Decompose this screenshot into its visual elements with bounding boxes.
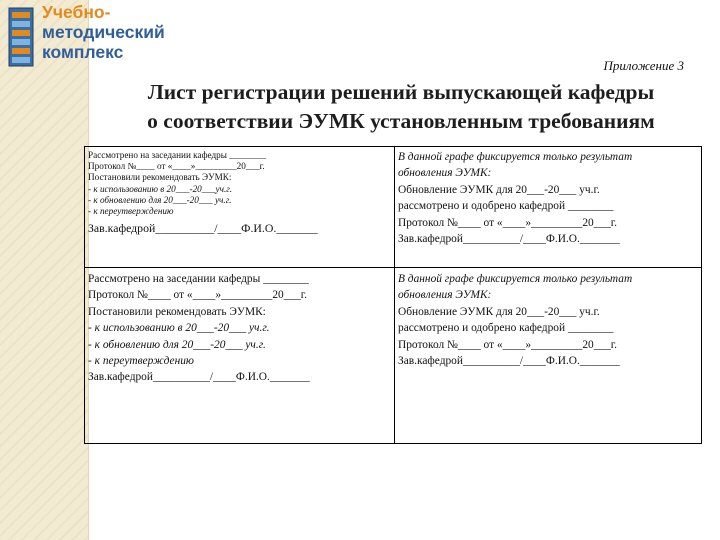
cell-line: рассмотрено и одобрено кафедрой ________ bbox=[398, 200, 614, 213]
cell-signature-line: Зав.кафедрой__________/____Ф.И.О._______ bbox=[398, 355, 620, 368]
table-column-divider bbox=[394, 147, 395, 443]
cell-bottom-left bbox=[88, 271, 310, 386]
cell-line: В данной графе фиксируется только результат bbox=[398, 151, 633, 163]
cell-line: Обновление ЭУМК для 20___-20___ уч.г. bbox=[398, 305, 600, 318]
cell-line: В данной графе фиксируется только результат bbox=[398, 273, 633, 285]
cell-signature-line: Зав.кафедрой__________/____Ф.И.О._______ bbox=[88, 371, 310, 384]
cell-top-right bbox=[398, 149, 632, 247]
cell-line: Обновление ЭУМК для 20___-20___ уч.г. bbox=[398, 183, 600, 196]
cell-line: обновления ЭУМК: bbox=[398, 289, 492, 302]
cell-bottom-right bbox=[398, 271, 632, 369]
cell-line: - к переутверждению bbox=[88, 355, 194, 368]
cell-line: Рассмотрено на заседании кафедры ________ bbox=[88, 273, 309, 285]
cell-top-left bbox=[88, 150, 318, 236]
cell-signature-line: Зав.кафедрой__________/____Ф.И.О._______ bbox=[398, 233, 620, 246]
table-row-divider bbox=[85, 267, 701, 268]
cell-line: - к обновлению для 20___-20___ уч.г. bbox=[88, 338, 266, 351]
cell-line: Протокол №____ от «____»_________20___г. bbox=[398, 216, 618, 229]
decorative-sidebar bbox=[0, 0, 88, 540]
logo-text-line1: Учебно- bbox=[42, 2, 111, 22]
logo-text-line2: методический bbox=[42, 22, 165, 42]
cell-line: рассмотрено и одобрено кафедрой ________ bbox=[398, 322, 614, 335]
logo-text-line3: комплекс bbox=[42, 42, 124, 62]
page-title-line2: о соответствии ЭУМК установленным требованиям bbox=[147, 109, 655, 133]
cell-line: Рассмотрено на заседании кафедры ________ bbox=[88, 150, 266, 160]
cell-line: - к использованию в 20___-20___уч.г. bbox=[88, 183, 233, 194]
registration-table bbox=[84, 146, 702, 444]
cell-line: Протокол №____ от «____»_________20___г. bbox=[88, 289, 308, 302]
cell-line: - к использованию в 20___-20___ уч.г. bbox=[88, 322, 270, 335]
cell-line: - к переутверждению bbox=[88, 206, 174, 217]
cell-line: обновления ЭУМК: bbox=[398, 167, 492, 180]
cell-signature-line: Зав.кафедрой__________/____Ф.И.О._______ bbox=[88, 221, 318, 236]
books-icon bbox=[6, 6, 36, 68]
cell-line: Постановили рекомендовать ЭУМК: bbox=[88, 305, 266, 318]
cell-line: Протокол №____ от «____»_________20___г. bbox=[398, 338, 618, 351]
logo bbox=[6, 2, 166, 70]
cell-line: Протокол №____ от «____»_________20___г. bbox=[88, 161, 265, 172]
page-title-line1: Лист регистрации решений выпускающей кафедры bbox=[147, 80, 655, 104]
cell-line: - к обновлению для 20___-20___ уч.г. bbox=[88, 194, 232, 205]
appendix-label: Приложение 3 bbox=[603, 58, 684, 73]
cell-line: Постановили рекомендовать ЭУМК: bbox=[88, 172, 232, 183]
